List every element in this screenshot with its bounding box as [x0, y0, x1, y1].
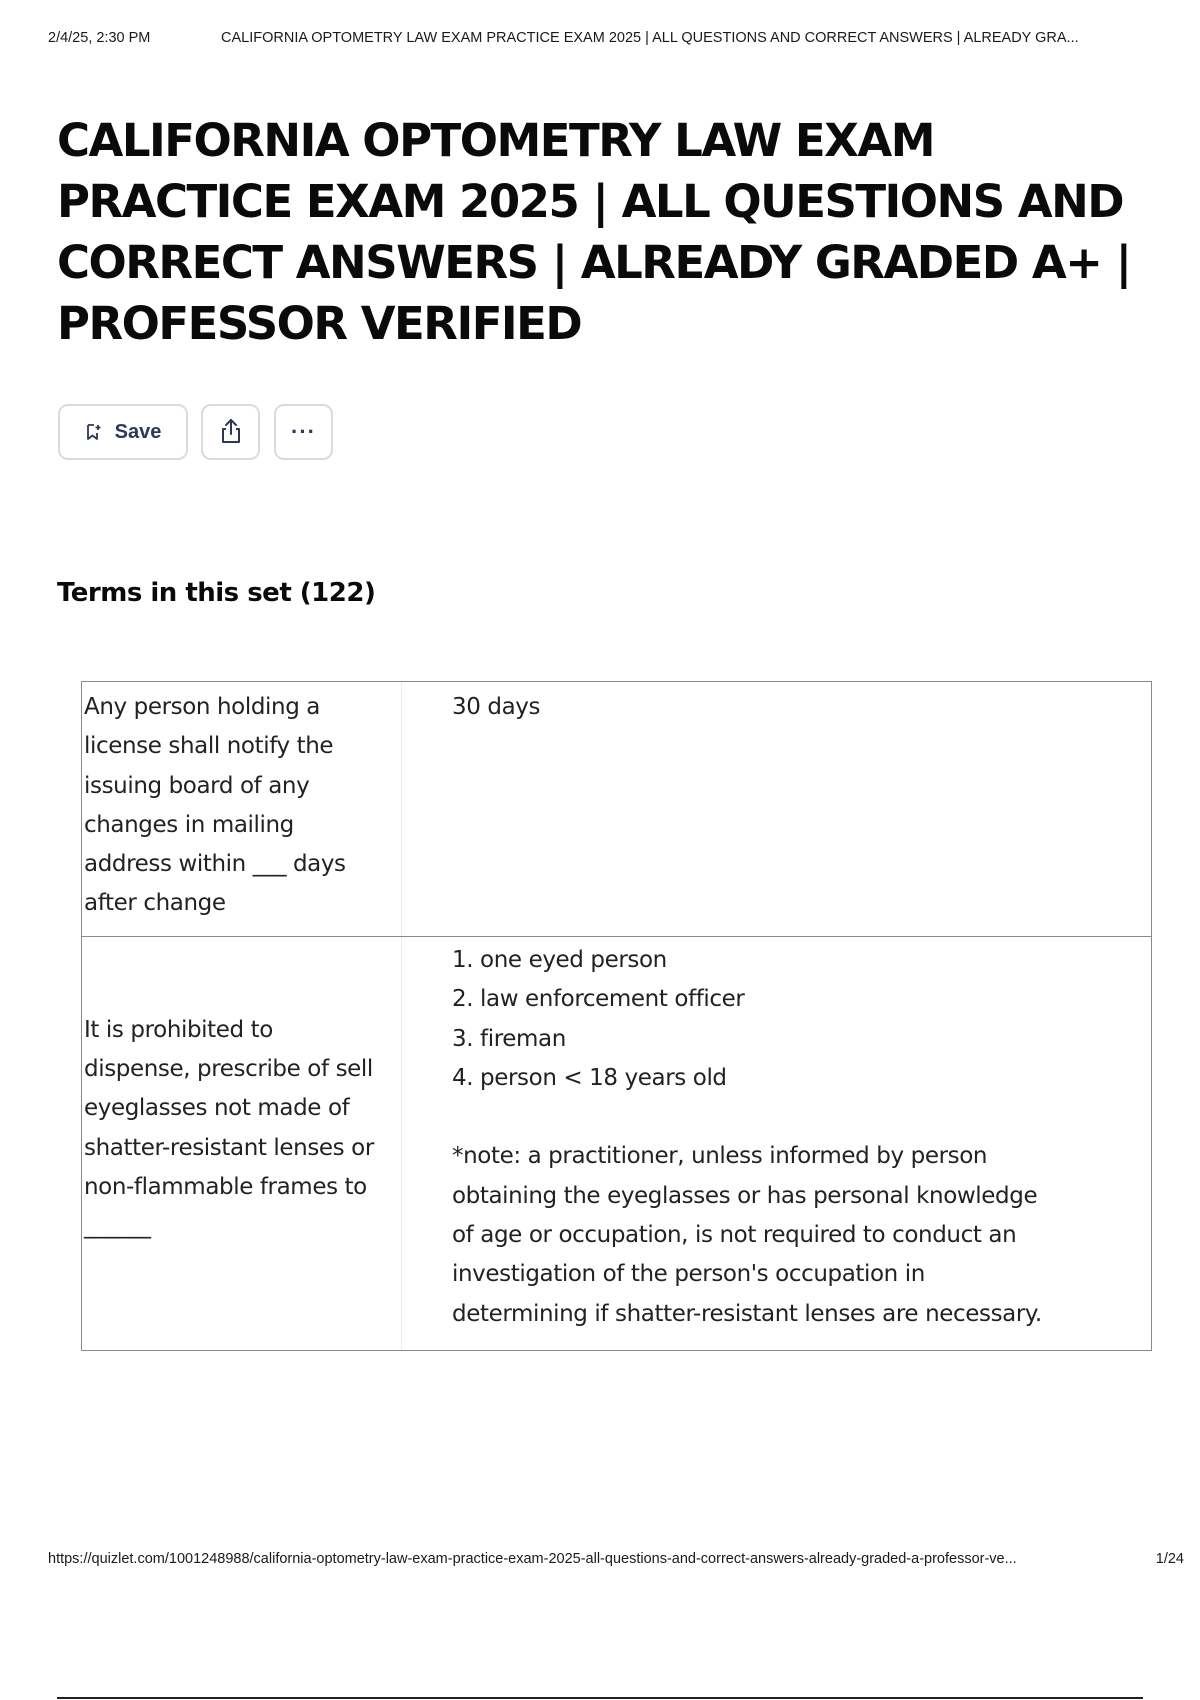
print-footer — [48, 1551, 1184, 1571]
more-dots-icon: ··· — [291, 419, 316, 444]
term-definition: 30 days — [452, 694, 541, 720]
print-header — [48, 30, 1178, 50]
term-definition: 1. one eyed person 2. law enforcement officer 3. fireman 4. person < 18 years old *note: a practitioner, unless informed by person obtaining the eyeglasses or has personal knowledge of age or occupation, is not required to conduct an investigation of the person's occupation in determining if shatter-resistant lenses are necessary. — [452, 947, 1042, 1327]
print-date: 2/4/25, 2:30 PM — [48, 30, 151, 46]
save-button[interactable] — [58, 404, 188, 460]
footer-page-number: 1/24 — [1155, 1551, 1184, 1567]
terms-heading: Terms in this set (122) — [57, 578, 376, 608]
share-button[interactable] — [201, 404, 260, 460]
term-word: Any person holding a license shall notify the issuing board of any changes in mailing address within ___ days after change — [82, 682, 402, 936]
bottom-divider — [57, 1697, 1143, 1699]
print-doc-title: CALIFORNIA OPTOMETRY LAW EXAM PRACTICE EXAM 2025 | ALL QUESTIONS AND CORRECT ANSWERS | ALREADY GRA... — [221, 30, 1079, 46]
save-label: Save — [114, 420, 162, 443]
footer-url: https://quizlet.com/1001248988/california-optometry-law-exam-practice-exam-2025-all-questions-and-correct-answers-already-graded-a-professor-ve... — [48, 1551, 1017, 1567]
page-title: CALIFORNIA OPTOMETRY LAW EXAM PRACTICE EXAM 2025 | ALL QUESTIONS AND CORRECT ANSWERS | ALREADY GRADED A+ | PROFESSOR VERIFIED — [57, 114, 1131, 350]
term-row — [82, 936, 1151, 1350]
term-row — [82, 682, 1151, 936]
more-options-button[interactable] — [274, 404, 333, 460]
terms-table — [81, 681, 1152, 1351]
bookmark-add-icon — [85, 423, 103, 441]
term-word: It is prohibited to dispense, prescribe of sell eyeglasses not made of shatter-resistant lenses or non-flammable frames to ______ — [82, 937, 402, 1350]
share-icon — [217, 417, 245, 448]
